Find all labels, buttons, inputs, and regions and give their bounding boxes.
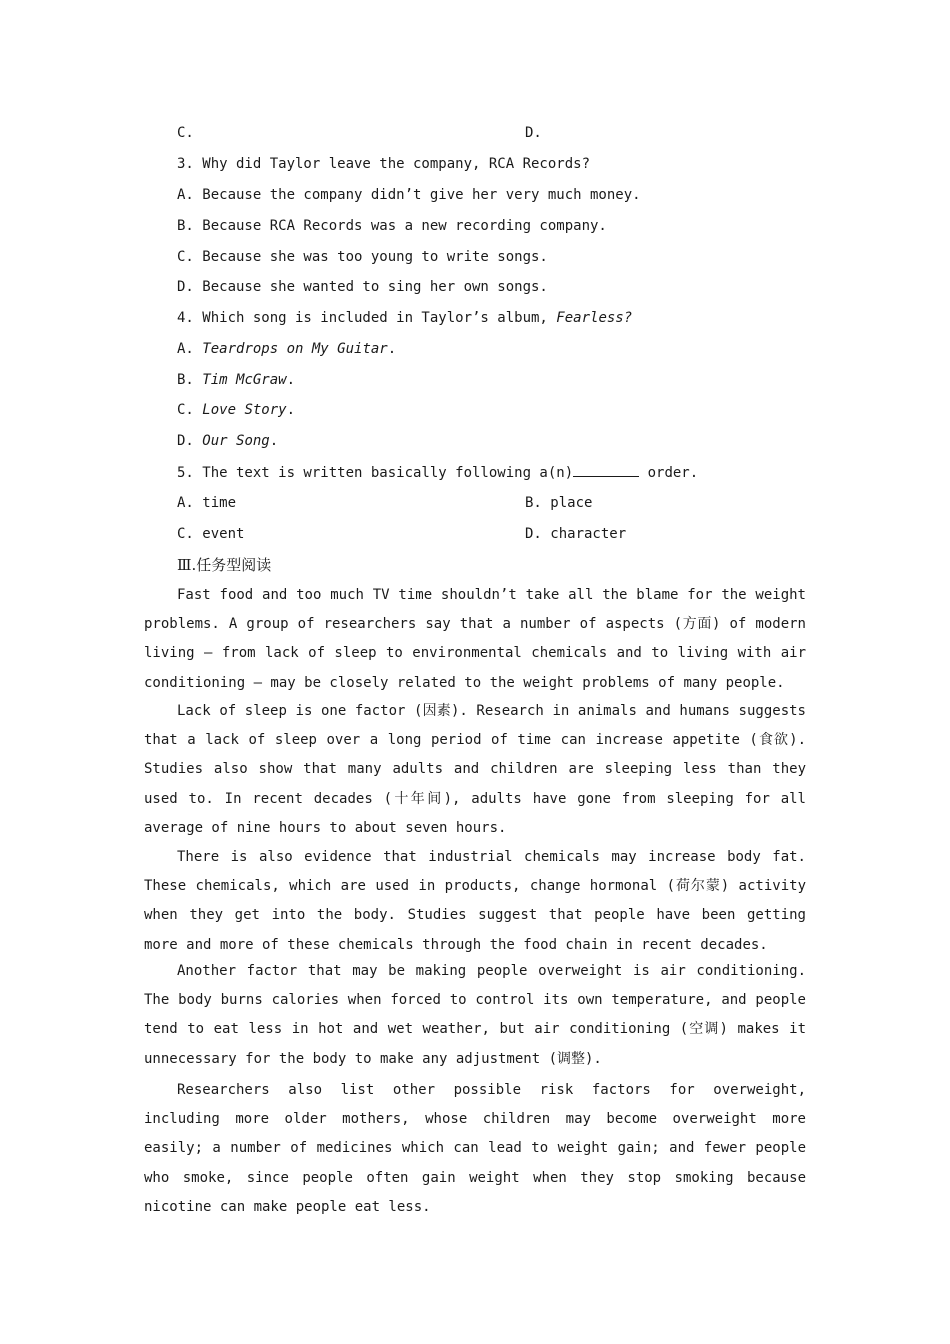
q4-option-d-title: Our Song (202, 433, 270, 449)
passage-paragraph-1: Fast food and too much TV time shouldn’t take all the blame for the weight problems. A group of researchers say that a number of aspects (方面) of modern living — from lack of sleep to environmental chemicals and to living with air conditioning — may be closely related to the weight problems of many people. (144, 587, 806, 691)
q5-stem (177, 462, 698, 483)
q3-option-d: D. Because she wanted to sing her own songs. (177, 279, 548, 295)
q4-option-d-letter: D. (177, 433, 203, 449)
q5-option-a: A. time (177, 495, 237, 511)
q4-option-b-end: . (286, 372, 296, 388)
q4-option-d (177, 431, 278, 451)
q4-option-a-letter: A. (177, 341, 203, 357)
q4-option-c-letter: C. (177, 402, 203, 418)
q2-option-d: D. (525, 125, 542, 141)
q5-option-b: B. place (525, 495, 593, 511)
q4-option-c-title: Love Story (202, 402, 287, 418)
q4-option-c-end: . (286, 402, 296, 418)
q5-stem-text: 5. The text is written basically following a(n) (177, 465, 574, 481)
q5-option-c: C. event (177, 526, 245, 542)
q4-album-title: Fearless? (556, 310, 633, 326)
q4-stem-text: 4. Which song is included in Taylor’s album, (177, 310, 557, 326)
q4-option-b (177, 370, 295, 390)
q3-stem: 3. Why did Taylor leave the company, RCA Records? (177, 156, 591, 172)
q5-option-d: D. character (525, 526, 627, 542)
q4-option-a (177, 339, 396, 359)
q3-option-a: A. Because the company didn’t give her very much money. (177, 187, 641, 203)
passage-paragraph-3: There is also evidence that industrial chemicals may increase body fat. These chemicals, which are used in products, change hormonal (荷尔蒙) activity when they get into the body. Studies suggest that people have been getting more and more of these chemicals through the food chain in recent decades. (144, 849, 806, 953)
answer-blank (573, 462, 639, 477)
q3-option-b: B. Because RCA Records was a new recording company. (177, 218, 607, 234)
q4-option-b-title: Tim McGraw (202, 372, 287, 388)
q4-option-b-letter: B. (177, 372, 203, 388)
q5-stem-suffix: order. (639, 465, 699, 481)
q4-option-a-end: . (387, 341, 397, 357)
passage-paragraph-4: Another factor that may be making people overweight is air conditioning. The body burns calories when forced to control its own temperature, and people tend to eat less in hot and wet weather, but air conditioning (空调) makes it unnecessary for the body to make any adjustment (调整). (144, 963, 806, 1067)
q4-option-c (177, 400, 295, 420)
section-heading: Ⅲ.任务型阅读 (177, 556, 272, 574)
q3-option-c: C. Because she was too young to write songs. (177, 249, 548, 265)
passage-paragraph-5: Researchers also list other possible risk factors for overweight, including more older mothers, whose children may become overweight more easily; a number of medicines which can lead to weight gain; and fewer people who smoke, since people often gain weight when they stop smoking because nicotine can make people eat less. (144, 1082, 806, 1215)
q4-option-d-end: . (269, 433, 279, 449)
q4-stem (177, 308, 632, 328)
q4-option-a-title: Teardrops on My Guitar (202, 341, 388, 357)
passage-paragraph-2: Lack of sleep is one factor (因素). Research in animals and humans suggests that a lack of sleep over a long period of time can increase appetite (食欲). Studies also show that many adults and children are sleeping less than they used to. In recent decades (十年间), adults have gone from sleeping for all average of nine hours to about seven hours. (144, 703, 806, 836)
q2-option-c: C. (177, 125, 194, 141)
